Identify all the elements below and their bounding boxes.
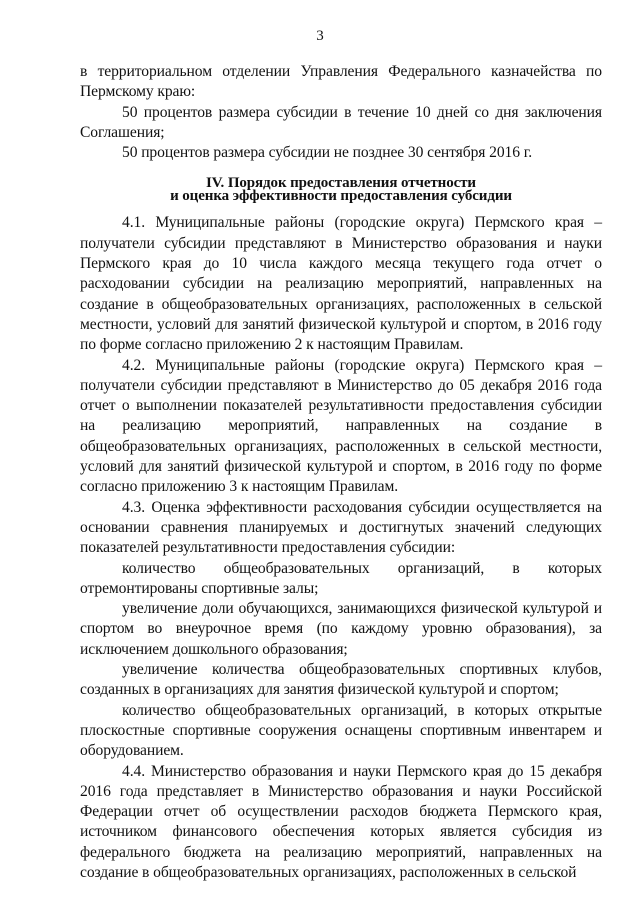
list-item: увеличение доли обучающихся, занимающихся физической культурой и спортом во внеурочное время (по каждому уровню образования), за исключением дошкольного образования; xyxy=(80,600,602,658)
paragraph: 4.1. Муниципальные районы (городские округа) Пермского края – получатели субсидии представляют в Министерство образования и науки Пермского края до 10 числа каждого месяца текущего года отчет о расходовании субсидии на реализацию мероприятий, направленных на создание в общеобразовательных организациях, расположенных в сельской местности, условий для занятий физической культурой и спортом, в 2016 году по форме согласно приложению 2 к настоящим Правилам. xyxy=(80,214,602,354)
section-title-line: IV. Порядок предоставления отчетности xyxy=(206,175,476,192)
paragraph: 4.4. Министерство образования и науки Пермского края до 15 декабря 2016 года представляет в Министерство образования и науки Российской Федерации отчет об осуществлении расходов бюджета Пермского края, источником финансового обеспечения которых является субсидия из федерального бюджета на реализацию мероприятий, направленных на создание в общеобразовательных организациях, расположенных в сельской xyxy=(80,762,602,881)
page-number: 3 xyxy=(316,28,324,44)
list-item: количество общеобразовательных организаций, в которых открытые плоскостные спортивные сооружения оснащены спортивным инвентарем и оборудованием. xyxy=(80,701,602,760)
list-item: увеличение количества общеобразовательных спортивных клубов, созданных в организациях для занятия физической культурой и спортом; xyxy=(80,661,602,699)
paragraph: 4.2. Муниципальные районы (городские округа) Пермского края – получатели субсидии представляют в Министерство до 05 декабря 2016 года отчет о выполнении показателей результативности предоставления субсидии на реализацию мероприятий, направленных на создание в общеобразовательных организациях, расположенных в сельской местности, условий для занятий физической культурой и спортом, в 2016 году по форме согласно приложению 3 к настоящим Правилам. xyxy=(80,356,602,496)
section-title xyxy=(80,177,602,203)
paragraph: в территориальном отделении Управления Федерального казначейства по Пермскому краю: xyxy=(80,63,602,101)
paragraph: 4.3. Оценка эффективности расходования субсидии осуществляется на основании сравнения планируемых и достигнутых значений следующих показателей результативности предоставления субсидии: xyxy=(80,498,602,557)
paragraph: 50 процентов размера субсидии не позднее 30 сентября 2016 г. xyxy=(122,144,533,162)
section-title-line: и оценка эффективности предоставления субсидии xyxy=(170,188,512,205)
paragraph: 50 процентов размера субсидии в течение 10 дней со дня заключения Соглашения; xyxy=(80,103,602,141)
document-body xyxy=(80,62,602,883)
list-item: количество общеобразовательных организаций, в которых отремонтированы спортивные залы; xyxy=(80,559,602,597)
